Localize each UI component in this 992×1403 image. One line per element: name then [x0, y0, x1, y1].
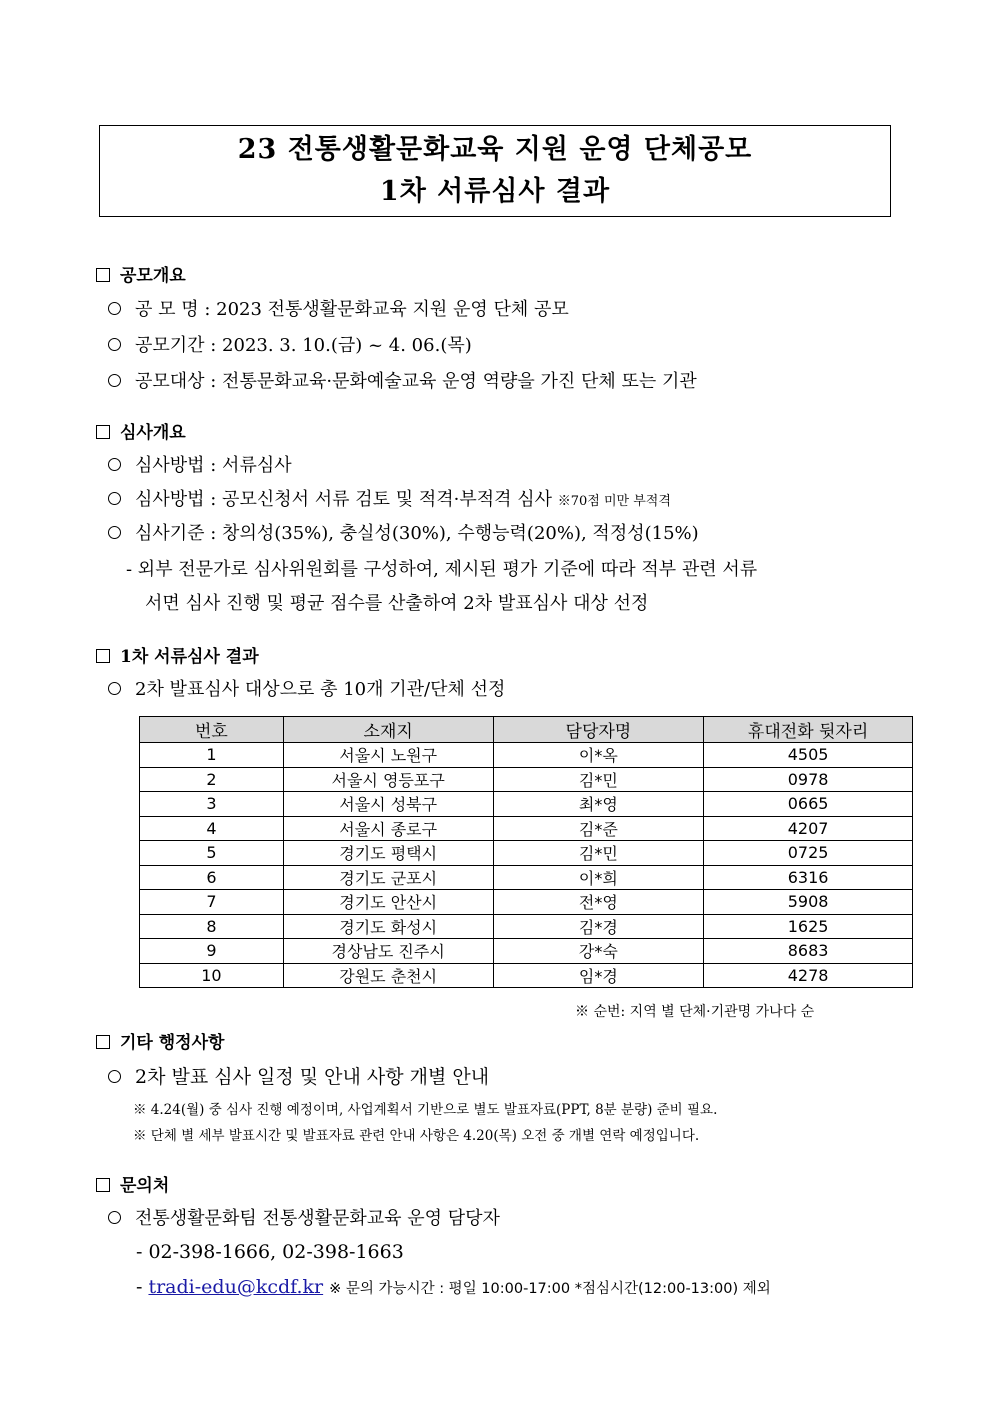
cell-location: 강원도 춘천시 — [283, 963, 493, 988]
contact-phone: - 02-398-1666, 02-398-1663 — [136, 1241, 404, 1263]
contact-hours: ※ 문의 가능시간 : 평일 10:00-17:00 *점심시간(12:00-13:00) 제외 — [329, 1281, 771, 1297]
overview-item-period — [108, 333, 472, 359]
cell-number: 7 — [140, 890, 284, 915]
document-title: 23 전통생활문화교육 지원 운영 단체공모 — [237, 134, 753, 165]
cell-phone-digits: 6316 — [704, 865, 913, 890]
circle-bullet-icon — [108, 526, 121, 539]
section-heading-results — [96, 644, 259, 670]
cell-contact-name: 강*숙 — [493, 939, 704, 964]
square-bullet-icon — [96, 649, 110, 663]
admin-note-1: ※ 4.24(월) 중 심사 진행 예정이며, 사업계획서 기반으로 별도 발표자료(PPT, 8분 분량) 준비 필요. — [133, 1102, 718, 1118]
admin-note-2: ※ 단체 별 세부 발표시간 및 발표자료 관련 안내 사항은 4.20(목) 오전 중 개별 연락 예정입니다. — [133, 1128, 700, 1144]
section-heading-text: 문의처 — [120, 1176, 170, 1196]
cell-phone-digits: 4278 — [704, 963, 913, 988]
section-heading-text: 공모개요 — [120, 266, 186, 286]
section-heading-review — [96, 420, 186, 446]
cell-location: 경기도 평택시 — [283, 841, 493, 866]
cell-phone-digits: 0725 — [704, 841, 913, 866]
item-text: 공모기간 : 2023. 3. 10.(금) ~ 4. 06.(목) — [135, 335, 472, 356]
email-link[interactable]: tradi-edu@kcdf.kr — [148, 1276, 324, 1298]
square-bullet-icon — [96, 425, 110, 439]
item-text: 2차 발표심사 대상으로 총 10개 기관/단체 선정 — [135, 679, 506, 700]
square-bullet-icon — [96, 1178, 110, 1192]
table-row — [140, 963, 913, 988]
cell-location: 서울시 노원구 — [283, 743, 493, 768]
column-header-contact-name: 담당자명 — [493, 717, 704, 743]
cell-number: 9 — [140, 939, 284, 964]
cell-contact-name: 김*민 — [493, 841, 704, 866]
results-table — [139, 716, 913, 988]
contact-email-line — [136, 1274, 771, 1302]
table-footnote: ※ 순번: 지역 별 단체·기관명 가나다 순 — [575, 1004, 815, 1020]
cell-contact-name: 이*옥 — [493, 743, 704, 768]
cell-contact-name: 이*희 — [493, 865, 704, 890]
circle-bullet-icon — [108, 374, 121, 387]
cell-contact-name: 김*민 — [493, 767, 704, 792]
square-bullet-icon — [96, 1035, 110, 1049]
circle-bullet-icon — [108, 302, 121, 315]
cell-phone-digits: 0978 — [704, 767, 913, 792]
table-row — [140, 792, 913, 817]
item-text: 2차 발표 심사 일정 및 안내 사항 개별 안내 — [135, 1066, 490, 1088]
cell-location: 경기도 화성시 — [283, 914, 493, 939]
results-item — [108, 677, 505, 703]
table-header-row — [140, 717, 913, 743]
section-heading-text: 기타 행정사항 — [120, 1033, 225, 1053]
cell-phone-digits: 5908 — [704, 890, 913, 915]
document-subtitle: 1차 서류심사 결과 — [379, 176, 611, 207]
cell-number: 10 — [140, 963, 284, 988]
section-heading-admin — [96, 1030, 224, 1056]
table-row — [140, 939, 913, 964]
table-row — [140, 767, 913, 792]
table-row — [140, 914, 913, 939]
table-row — [140, 816, 913, 841]
cell-number: 1 — [140, 743, 284, 768]
section-heading-contact — [96, 1173, 169, 1199]
cell-phone-digits: 0665 — [704, 792, 913, 817]
cell-number: 5 — [140, 841, 284, 866]
item-text: 전통생활문화팀 전통생활문화교육 운영 담당자 — [135, 1208, 500, 1229]
review-dash-line1: - 외부 전문가로 심사위원회를 구성하여, 제시된 평가 기준에 따라 적부 관련 서류 — [126, 559, 758, 580]
cell-phone-digits: 8683 — [704, 939, 913, 964]
cell-location: 경기도 군포시 — [283, 865, 493, 890]
overview-item-name — [108, 297, 569, 323]
cell-location: 경기도 안산시 — [283, 890, 493, 915]
item-text: 심사방법 : 서류심사 — [135, 455, 292, 476]
cell-phone-digits: 1625 — [704, 914, 913, 939]
cell-location: 서울시 종로구 — [283, 816, 493, 841]
review-item-method1 — [108, 453, 292, 479]
section-heading-text: 심사개요 — [120, 423, 186, 443]
table-row — [140, 743, 913, 768]
table-row — [140, 890, 913, 915]
cell-location: 서울시 성북구 — [283, 792, 493, 817]
review-dash-line2: 서면 심사 진행 및 평균 점수를 산출하여 2차 발표심사 대상 선정 — [145, 593, 649, 614]
contact-item — [108, 1206, 500, 1232]
item-text: 공모대상 : 전통문화교육·문화예술교육 운영 역량을 가진 단체 또는 기관 — [135, 371, 697, 392]
cell-number: 3 — [140, 792, 284, 817]
dash-marker: - — [136, 1276, 143, 1298]
review-item-criteria — [108, 521, 699, 547]
cell-phone-digits: 4505 — [704, 743, 913, 768]
column-header-number: 번호 — [140, 717, 284, 743]
column-header-location: 소재지 — [283, 717, 493, 743]
table-row — [140, 865, 913, 890]
circle-bullet-icon — [108, 492, 121, 505]
column-header-phone-digits: 휴대전화 뒷자리 — [704, 717, 913, 743]
square-bullet-icon — [96, 268, 110, 282]
overview-item-target — [108, 369, 697, 395]
cell-contact-name: 김*준 — [493, 816, 704, 841]
item-text: 심사기준 : 창의성(35%), 충실성(30%), 수행능력(20%), 적정성(15%) — [135, 523, 699, 544]
cell-number: 2 — [140, 767, 284, 792]
circle-bullet-icon — [108, 682, 121, 695]
admin-item — [108, 1064, 489, 1090]
section-heading-overview — [96, 263, 186, 289]
item-text: 공 모 명 : 2023 전통생활문화교육 지원 운영 단체 공모 — [135, 299, 569, 320]
table-row — [140, 841, 913, 866]
cell-location: 경상남도 진주시 — [283, 939, 493, 964]
cell-number: 8 — [140, 914, 284, 939]
review-item-method2 — [108, 487, 671, 515]
cell-contact-name: 김*경 — [493, 914, 704, 939]
item-text: 심사방법 : 공모신청서 서류 검토 및 적격·부적격 심사 — [135, 489, 552, 510]
cell-contact-name: 최*영 — [493, 792, 704, 817]
circle-bullet-icon — [108, 1070, 121, 1083]
section-heading-text: 1차 서류심사 결과 — [120, 647, 259, 667]
cell-contact-name: 임*경 — [493, 963, 704, 988]
cell-number: 4 — [140, 816, 284, 841]
cell-phone-digits: 4207 — [704, 816, 913, 841]
cell-number: 6 — [140, 865, 284, 890]
title-box — [99, 125, 891, 217]
cell-location: 서울시 영등포구 — [283, 767, 493, 792]
cell-contact-name: 전*영 — [493, 890, 704, 915]
disqualify-note: ※70점 미만 부적격 — [557, 494, 671, 509]
circle-bullet-icon — [108, 458, 121, 471]
circle-bullet-icon — [108, 338, 121, 351]
circle-bullet-icon — [108, 1211, 121, 1224]
